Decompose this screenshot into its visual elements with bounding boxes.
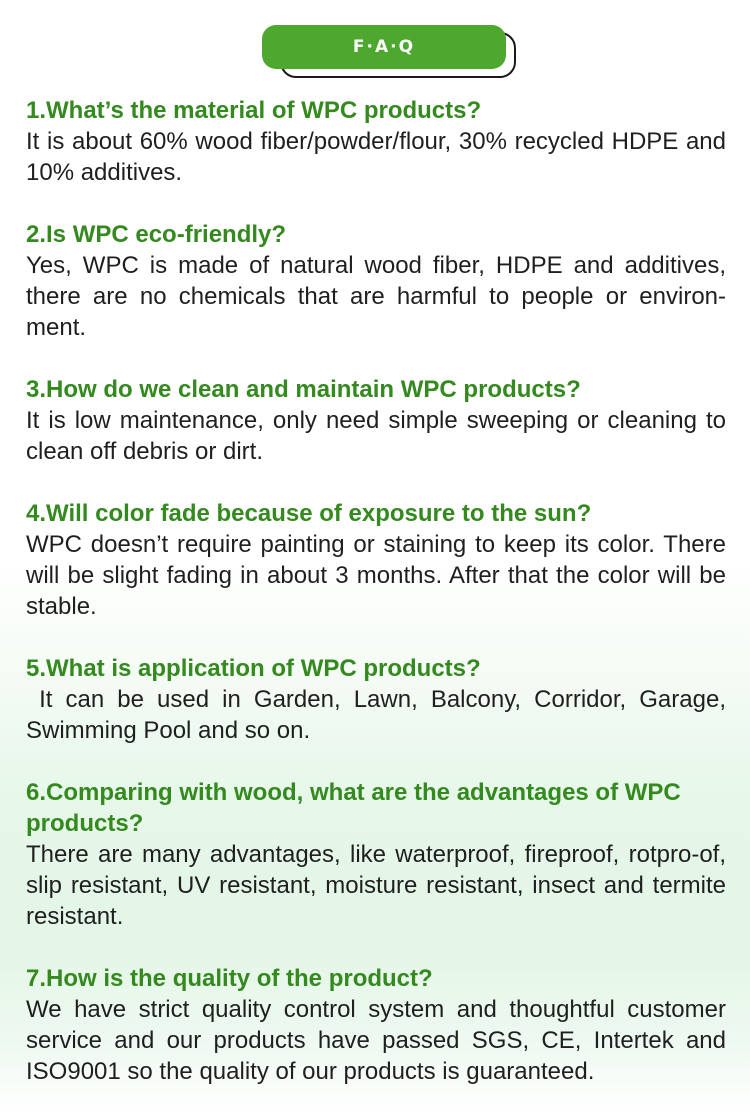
faq-answer: There are many advantages, like waterproof, fireproof, rotpro-of, slip resistant, UV resistant, moisture resistant, insect and termite resistant. bbox=[26, 841, 733, 930]
faq-item-6 bbox=[26, 777, 733, 932]
faq-answer: Yes, WPC is made of natural wood fiber, HDPE and additives, there are no chemicals that are harmful to people or environ-ment. bbox=[26, 252, 733, 341]
faq-question: 4.Will color fade because of exposure to the sun? bbox=[26, 500, 592, 527]
faq-question: 7.How is the quality of the product? bbox=[26, 965, 433, 992]
faq-answer: We have strict quality control system and thoughtful customer service and our products have passed SGS, CE, Intertek and ISO9001 so the quality of our products is guaranteed. bbox=[26, 996, 733, 1085]
faq-answer: It is about 60% wood fiber/powder/flour, 30% recycled HDPE and 10% additives. bbox=[26, 128, 733, 186]
faq-answer: WPC doesn’t require painting or staining to keep its color. There will be slight fading in about 3 months. After that the color will be stable. bbox=[26, 531, 733, 620]
faq-item-2 bbox=[26, 219, 733, 343]
faq-question: 3.How do we clean and maintain WPC products? bbox=[26, 376, 581, 403]
faq-question: 2.Is WPC eco-friendly? bbox=[26, 221, 287, 248]
faq-item-4 bbox=[26, 498, 733, 622]
badge-pill bbox=[262, 25, 506, 69]
faq-list bbox=[26, 95, 733, 1118]
faq-answer: It can be used in Garden, Lawn, Balcony, Corridor, Garage, Swimming Pool and so on. bbox=[26, 686, 733, 744]
faq-item-7 bbox=[26, 963, 733, 1087]
faq-badge bbox=[262, 25, 514, 77]
faq-item-5 bbox=[26, 653, 733, 746]
faq-item-3 bbox=[26, 374, 733, 467]
faq-question: 1.What’s the material of WPC products? bbox=[26, 97, 482, 124]
faq-question: 5.What is application of WPC products? bbox=[26, 655, 481, 682]
badge-title: F·A·Q bbox=[352, 37, 416, 57]
faq-question: 6.Comparing with wood, what are the advantages of WPC products? bbox=[26, 779, 681, 837]
faq-answer: It is low maintenance, only need simple sweeping or cleaning to clean off debris or dirt. bbox=[26, 407, 733, 465]
faq-item-1 bbox=[26, 95, 733, 188]
